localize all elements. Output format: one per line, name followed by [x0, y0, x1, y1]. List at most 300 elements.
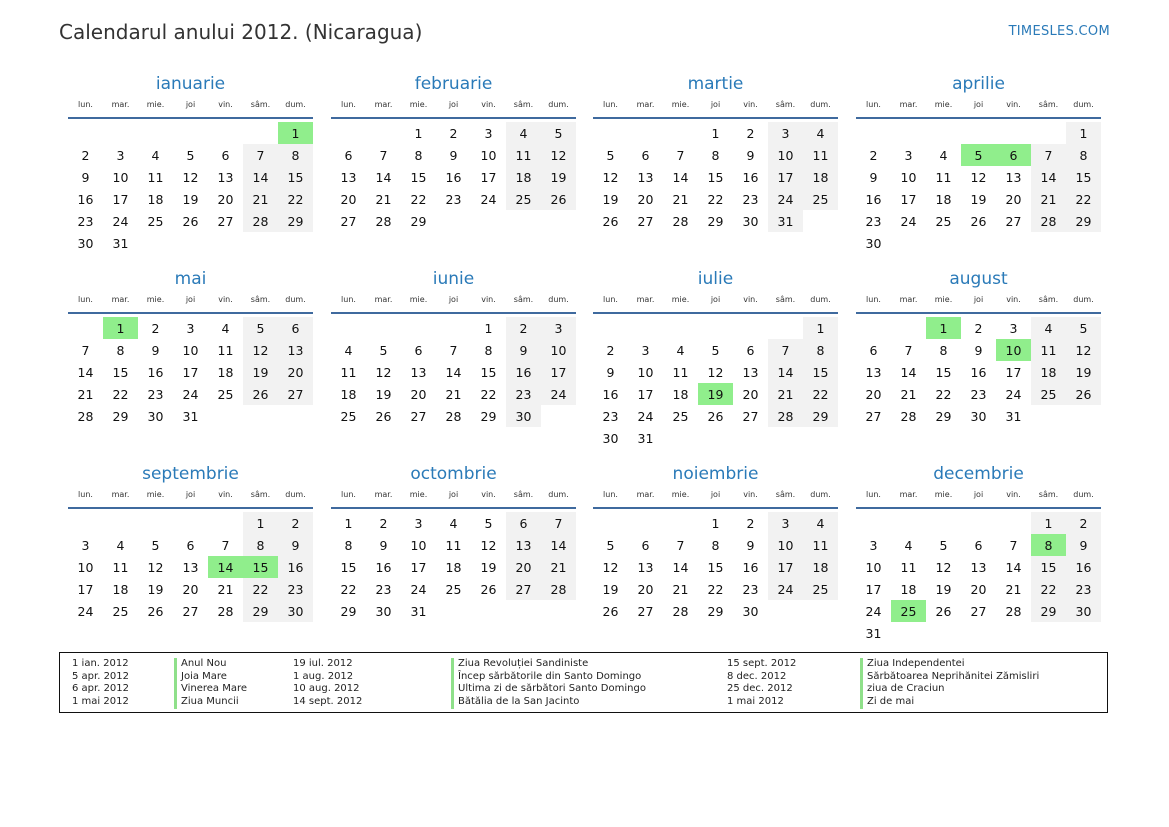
day-cell: 3 — [116, 147, 125, 163]
day-cell: 29 — [1066, 210, 1101, 232]
empty-cell — [208, 512, 243, 534]
day-cell: 8 — [484, 342, 493, 358]
day-cell: 4 — [676, 342, 685, 358]
weekday-label: mie. — [146, 295, 165, 304]
day-cell: 4 — [803, 512, 838, 534]
day-cell: 31 — [410, 603, 427, 619]
day-grid — [68, 122, 313, 254]
day-cell: 9 — [1066, 534, 1101, 556]
day-cell: 14 — [1005, 559, 1022, 575]
day-cell: 21 — [672, 191, 689, 207]
day-cell: 11 — [672, 364, 689, 380]
day-cell: 10 — [77, 559, 94, 575]
day-cell: 1 — [414, 125, 423, 141]
day-cell: 13 — [340, 169, 357, 185]
day-cell: 14 — [1031, 166, 1066, 188]
day-cell: 1 — [484, 320, 493, 336]
empty-cell — [138, 512, 173, 534]
day-cell: 24 — [541, 383, 576, 405]
day-cell: 7 — [221, 537, 230, 553]
day-cell: 21 — [375, 191, 392, 207]
month-title: iunie — [432, 269, 475, 289]
day-cell: 6 — [344, 147, 353, 163]
day-cell: 1 — [1031, 512, 1066, 534]
day-cell: 20 — [506, 556, 541, 578]
weekday-header — [856, 99, 1101, 119]
legend-date: 14 sept. 2012 — [293, 696, 363, 708]
day-cell: 19 — [182, 191, 199, 207]
day-cell: 16 — [77, 191, 94, 207]
day-cell: 26 — [375, 408, 392, 424]
day-cell: 21 — [1031, 188, 1066, 210]
weekday-label: sâm. — [513, 490, 534, 499]
day-cell: 25 — [1031, 383, 1066, 405]
day-cell: 27 — [340, 213, 357, 229]
day-cell: 20 — [410, 386, 427, 402]
weekday-label: vin. — [1006, 490, 1021, 499]
day-cell: 13 — [278, 339, 313, 361]
month-martie — [593, 73, 838, 232]
day-cell: 12 — [541, 144, 576, 166]
day-cell: 26 — [707, 408, 724, 424]
day-cell: 4 — [221, 320, 230, 336]
day-cell: 11 — [803, 534, 838, 556]
empty-cell — [103, 122, 138, 144]
day-cell: 14 — [672, 559, 689, 575]
day-cell: 12 — [1066, 339, 1101, 361]
day-cell: 6 — [641, 147, 650, 163]
weekday-label: mie. — [409, 490, 428, 499]
day-grid — [331, 122, 576, 232]
day-cell: 25 — [935, 213, 952, 229]
day-cell: 21 — [77, 386, 94, 402]
day-cell: 30 — [506, 405, 541, 427]
day-cell: 24 — [182, 386, 199, 402]
day-cell: 29 — [410, 213, 427, 229]
day-cell: 16 — [602, 386, 619, 402]
day-cell: 19 — [1066, 361, 1101, 383]
day-cell: 11 — [340, 364, 357, 380]
day-cell: 23 — [742, 581, 759, 597]
day-cell: 10 — [112, 169, 129, 185]
empty-cell — [103, 512, 138, 534]
day-cell: 31 — [865, 625, 882, 641]
month-title: mai — [174, 269, 207, 289]
day-cell: 18 — [935, 191, 952, 207]
day-cell: 4 — [803, 122, 838, 144]
day-cell: 28 — [77, 408, 94, 424]
weekday-label: mie. — [934, 295, 953, 304]
day-cell: 28 — [768, 405, 803, 427]
day-cell: 20 — [742, 386, 759, 402]
day-cell: 23 — [445, 191, 462, 207]
weekday-label: mie. — [146, 100, 165, 109]
weekday-label: mar. — [111, 490, 130, 499]
day-cell: 28 — [217, 603, 234, 619]
day-cell: 9 — [869, 169, 878, 185]
month-septembrie — [68, 463, 313, 622]
month-title: ianuarie — [155, 74, 226, 94]
day-cell: 24 — [865, 603, 882, 619]
day-cell: 10 — [480, 147, 497, 163]
day-cell: 3 — [484, 125, 493, 141]
day-cell: 5 — [151, 537, 160, 553]
holiday-day-cell: 10 — [996, 339, 1031, 361]
weekday-label: joi — [448, 295, 459, 304]
day-cell: 3 — [768, 122, 803, 144]
day-cell: 29 — [803, 405, 838, 427]
day-cell: 27 — [217, 213, 234, 229]
month-ianuarie — [68, 73, 313, 254]
day-cell: 21 — [445, 386, 462, 402]
empty-cell — [856, 512, 891, 534]
day-cell: 15 — [707, 559, 724, 575]
day-cell: 9 — [379, 537, 388, 553]
day-cell: 14 — [375, 169, 392, 185]
day-cell: 15 — [278, 166, 313, 188]
empty-cell — [331, 122, 366, 144]
weekday-header — [856, 489, 1101, 509]
day-cell: 10 — [768, 144, 803, 166]
weekday-label: joi — [710, 490, 721, 499]
day-grid — [68, 317, 313, 427]
day-cell: 29 — [1031, 600, 1066, 622]
weekday-label: mar. — [899, 100, 918, 109]
day-cell: 16 — [742, 559, 759, 575]
day-cell: 13 — [970, 559, 987, 575]
weekday-header — [856, 294, 1101, 314]
empty-cell — [173, 122, 208, 144]
empty-cell — [366, 317, 401, 339]
day-cell: 26 — [602, 603, 619, 619]
weekday-label: vin. — [481, 295, 496, 304]
day-cell: 22 — [707, 581, 724, 597]
day-cell: 5 — [711, 342, 720, 358]
weekday-label: sâm. — [775, 100, 796, 109]
day-cell: 12 — [147, 559, 164, 575]
empty-cell — [926, 122, 961, 144]
day-cell: 17 — [541, 361, 576, 383]
day-cell: 5 — [541, 122, 576, 144]
weekday-header — [593, 294, 838, 314]
day-cell: 24 — [480, 191, 497, 207]
day-cell: 26 — [182, 213, 199, 229]
weekday-label: vin. — [1006, 295, 1021, 304]
legend-holiday-name: Ziua Independentei — [860, 658, 1039, 671]
empty-cell — [996, 122, 1031, 144]
weekday-header — [331, 489, 576, 509]
day-cell: 27 — [182, 603, 199, 619]
empty-cell — [173, 512, 208, 534]
weekday-label: mar. — [374, 100, 393, 109]
day-cell: 1 — [1066, 122, 1101, 144]
weekday-label: sâm. — [775, 490, 796, 499]
weekday-label: dum. — [810, 295, 831, 304]
day-cell: 26 — [935, 603, 952, 619]
day-grid — [856, 317, 1101, 427]
day-cell: 10 — [865, 559, 882, 575]
day-cell: 7 — [243, 144, 278, 166]
weekday-header — [593, 99, 838, 119]
day-cell: 12 — [480, 537, 497, 553]
day-cell: 26 — [1066, 383, 1101, 405]
day-cell: 25 — [803, 578, 838, 600]
empty-cell — [68, 317, 103, 339]
day-cell: 22 — [410, 191, 427, 207]
day-cell: 19 — [147, 581, 164, 597]
legend-names — [860, 658, 1039, 709]
weekday-label: lun. — [78, 295, 93, 304]
weekday-label: lun. — [866, 490, 881, 499]
weekday-label: mar. — [374, 490, 393, 499]
day-cell: 31 — [182, 408, 199, 424]
weekday-label: dum. — [548, 100, 569, 109]
day-cell: 5 — [1066, 317, 1101, 339]
day-cell: 22 — [340, 581, 357, 597]
day-cell: 28 — [243, 210, 278, 232]
legend-holiday-name: Încep sărbătorile din Santo Domingo — [451, 671, 646, 684]
day-cell: 31 — [1005, 408, 1022, 424]
day-cell: 13 — [742, 364, 759, 380]
day-cell: 13 — [1005, 169, 1022, 185]
month-title: martie — [687, 74, 744, 94]
day-cell: 2 — [151, 320, 160, 336]
day-cell: 13 — [637, 559, 654, 575]
day-cell: 8 — [116, 342, 125, 358]
day-cell: 24 — [112, 213, 129, 229]
legend-holiday-name: Ziua Muncii — [174, 696, 247, 709]
weekday-label: joi — [185, 490, 196, 499]
day-cell: 6 — [974, 537, 983, 553]
day-cell: 23 — [742, 191, 759, 207]
weekday-label: lun. — [603, 100, 618, 109]
day-cell: 24 — [768, 578, 803, 600]
day-cell: 28 — [375, 213, 392, 229]
weekday-header — [68, 294, 313, 314]
day-cell: 15 — [803, 361, 838, 383]
day-cell: 29 — [340, 603, 357, 619]
day-cell: 23 — [147, 386, 164, 402]
empty-cell — [593, 512, 628, 534]
day-cell: 2 — [1066, 512, 1101, 534]
day-cell: 23 — [602, 408, 619, 424]
weekday-label: sâm. — [513, 295, 534, 304]
day-cell: 9 — [81, 169, 90, 185]
day-cell: 11 — [1031, 339, 1066, 361]
day-cell: 10 — [637, 364, 654, 380]
empty-cell — [628, 512, 663, 534]
weekday-label: vin. — [481, 100, 496, 109]
day-cell: 3 — [186, 320, 195, 336]
day-cell: 22 — [1066, 188, 1101, 210]
day-cell: 18 — [112, 581, 129, 597]
weekday-label: lun. — [603, 295, 618, 304]
weekday-label: mar. — [636, 100, 655, 109]
legend-names — [451, 658, 646, 709]
day-cell: 19 — [375, 386, 392, 402]
day-cell: 12 — [243, 339, 278, 361]
day-cell: 29 — [480, 408, 497, 424]
day-cell: 6 — [278, 317, 313, 339]
day-cell: 9 — [606, 364, 615, 380]
day-cell: 30 — [278, 600, 313, 622]
weekday-label: lun. — [341, 490, 356, 499]
day-cell: 4 — [506, 122, 541, 144]
day-cell: 8 — [711, 147, 720, 163]
day-cell: 24 — [77, 603, 94, 619]
holiday-day-cell: 6 — [996, 144, 1031, 166]
day-cell: 26 — [243, 383, 278, 405]
day-cell: 21 — [217, 581, 234, 597]
day-cell: 25 — [803, 188, 838, 210]
day-cell: 15 — [410, 169, 427, 185]
day-cell: 11 — [445, 537, 462, 553]
holiday-legend — [59, 652, 1108, 713]
day-cell: 11 — [112, 559, 129, 575]
weekday-label: mie. — [409, 100, 428, 109]
weekday-label: dum. — [810, 490, 831, 499]
day-cell: 25 — [217, 386, 234, 402]
holiday-day-cell: 5 — [961, 144, 996, 166]
day-cell: 27 — [1005, 213, 1022, 229]
day-cell: 11 — [803, 144, 838, 166]
month-title: decembrie — [933, 464, 1024, 484]
day-grid — [68, 512, 313, 622]
holiday-day-cell: 15 — [243, 556, 278, 578]
day-cell: 27 — [410, 408, 427, 424]
day-cell: 20 — [970, 581, 987, 597]
day-grid — [856, 512, 1101, 644]
day-cell: 16 — [506, 361, 541, 383]
day-cell: 27 — [637, 603, 654, 619]
day-cell: 24 — [900, 213, 917, 229]
day-cell: 19 — [602, 191, 619, 207]
day-cell: 20 — [278, 361, 313, 383]
day-cell: 24 — [768, 188, 803, 210]
weekday-label: mar. — [899, 295, 918, 304]
day-cell: 15 — [707, 169, 724, 185]
day-cell: 2 — [506, 317, 541, 339]
weekday-label: lun. — [866, 295, 881, 304]
day-cell: 14 — [541, 534, 576, 556]
day-cell: 18 — [803, 556, 838, 578]
empty-cell — [663, 512, 698, 534]
month-mai — [68, 268, 313, 427]
month-august — [856, 268, 1101, 427]
weekday-label: mie. — [934, 100, 953, 109]
weekday-label: joi — [710, 295, 721, 304]
holiday-day-cell: 1 — [278, 122, 313, 144]
day-cell: 30 — [1066, 600, 1101, 622]
day-cell: 29 — [112, 408, 129, 424]
day-cell: 20 — [217, 191, 234, 207]
day-cell: 27 — [637, 213, 654, 229]
day-cell: 9 — [974, 342, 983, 358]
day-cell: 19 — [541, 166, 576, 188]
day-cell: 30 — [602, 430, 619, 446]
day-cell: 9 — [746, 147, 755, 163]
weekday-label: dum. — [285, 490, 306, 499]
day-cell: 28 — [1005, 603, 1022, 619]
day-cell: 7 — [1031, 144, 1066, 166]
day-cell: 22 — [707, 191, 724, 207]
day-cell: 22 — [935, 386, 952, 402]
weekday-label: joi — [973, 295, 984, 304]
day-cell: 9 — [449, 147, 458, 163]
site-link[interactable]: TIMESLES.COM — [1008, 24, 1110, 39]
day-cell: 4 — [344, 342, 353, 358]
day-cell: 9 — [746, 537, 755, 553]
day-cell: 10 — [541, 339, 576, 361]
weekday-label: joi — [185, 295, 196, 304]
day-cell: 2 — [606, 342, 615, 358]
empty-cell — [593, 122, 628, 144]
day-cell: 5 — [606, 537, 615, 553]
day-cell: 25 — [506, 188, 541, 210]
holiday-day-cell: 14 — [208, 556, 243, 578]
weekday-label: sâm. — [250, 100, 271, 109]
day-cell: 16 — [865, 191, 882, 207]
weekday-label: joi — [448, 100, 459, 109]
day-cell: 8 — [414, 147, 423, 163]
empty-cell — [401, 317, 436, 339]
day-cell: 26 — [147, 603, 164, 619]
day-cell: 11 — [900, 559, 917, 575]
day-cell: 4 — [449, 515, 458, 531]
day-cell: 18 — [672, 386, 689, 402]
day-cell: 20 — [637, 191, 654, 207]
day-cell: 29 — [278, 210, 313, 232]
day-cell: 30 — [970, 408, 987, 424]
day-cell: 16 — [375, 559, 392, 575]
weekday-label: lun. — [341, 295, 356, 304]
day-cell: 23 — [278, 578, 313, 600]
day-cell: 31 — [637, 430, 654, 446]
day-cell: 3 — [869, 537, 878, 553]
weekday-label: vin. — [218, 100, 233, 109]
day-cell: 24 — [1005, 386, 1022, 402]
holiday-day-cell: 19 — [698, 383, 733, 405]
day-cell: 10 — [182, 342, 199, 358]
legend-date: 1 ian. 2012 — [72, 658, 129, 669]
day-cell: 18 — [803, 166, 838, 188]
day-cell: 18 — [1031, 361, 1066, 383]
holiday-day-cell: 1 — [103, 317, 138, 339]
weekday-label: mar. — [374, 295, 393, 304]
legend-date: 1 mai 2012 — [72, 696, 129, 708]
day-cell: 17 — [865, 581, 882, 597]
month-title: aprilie — [952, 74, 1005, 94]
day-cell: 11 — [506, 144, 541, 166]
day-cell: 20 — [1005, 191, 1022, 207]
day-cell: 22 — [480, 386, 497, 402]
weekday-label: mie. — [409, 295, 428, 304]
day-cell: 23 — [77, 213, 94, 229]
day-cell: 12 — [602, 169, 619, 185]
weekday-label: mie. — [671, 100, 690, 109]
day-cell: 21 — [243, 188, 278, 210]
empty-cell — [1031, 122, 1066, 144]
day-cell: 3 — [641, 342, 650, 358]
day-cell: 6 — [186, 537, 195, 553]
month-octombrie — [331, 463, 576, 622]
day-cell: 5 — [939, 537, 948, 553]
weekday-label: mie. — [671, 295, 690, 304]
weekday-label: lun. — [603, 490, 618, 499]
legend-dates — [72, 658, 129, 709]
legend-holiday-name: Zi de mai — [860, 696, 1039, 709]
empty-cell — [663, 317, 698, 339]
